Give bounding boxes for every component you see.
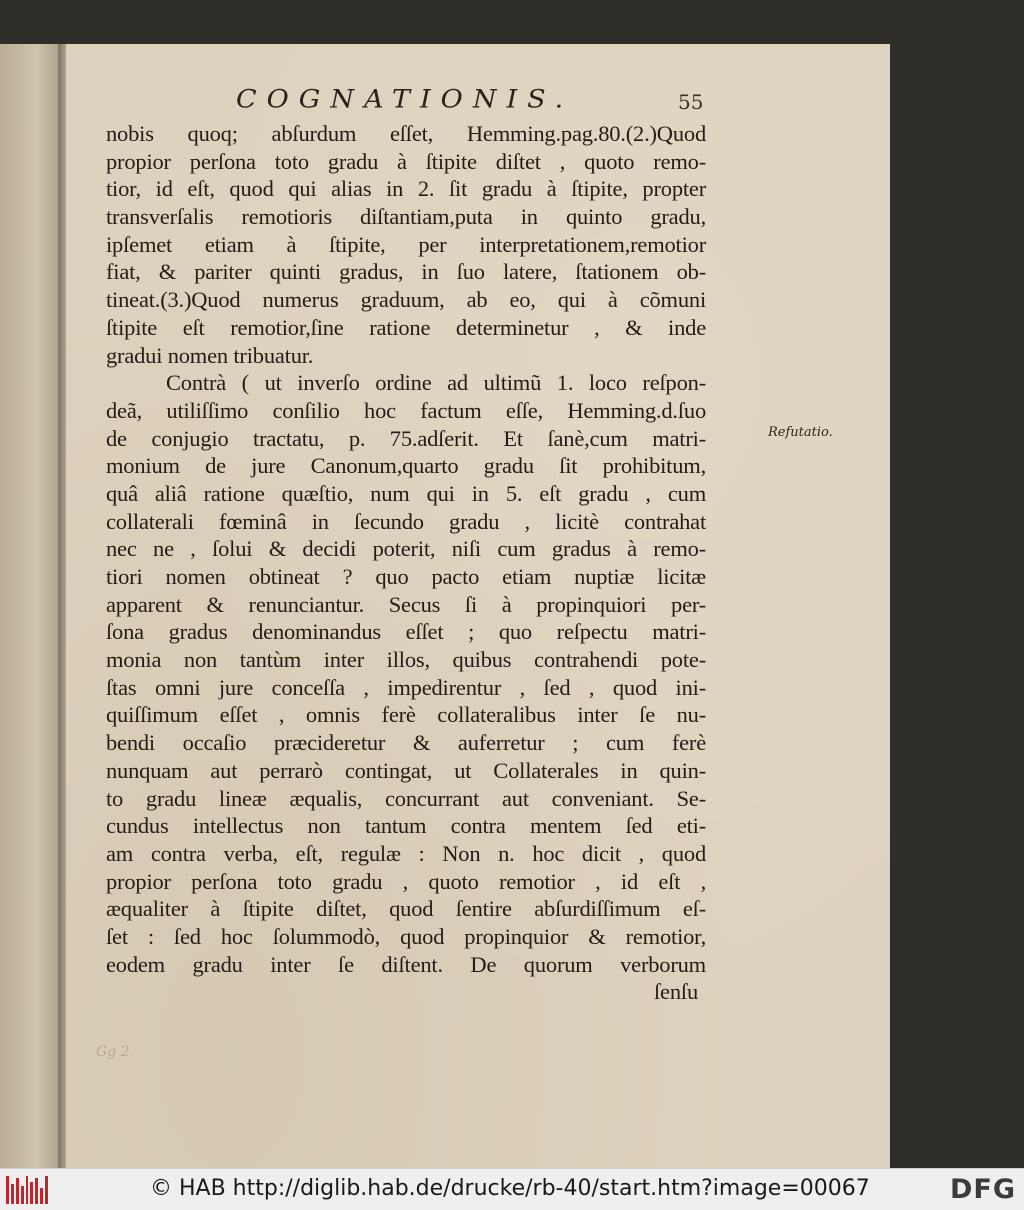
text-line: nunquam aut perrarò contingat, ut Collaterales in quin-	[106, 757, 706, 783]
text-line: propior perſona toto gradu à ſtipite diſtet , quoto remo-	[106, 148, 706, 174]
text-line: deã, utiliſſimo conſilio hoc factum eſſe, Hemming.d.ſuo	[106, 397, 706, 423]
text-line: to gradu lineæ æqualis, concurrant aut conveniant. Se-	[106, 785, 706, 811]
text-line: tineat.(3.)Quod numerus graduum, ab eo, qui à cõmuni	[106, 287, 706, 313]
text-line: am contra verba, eſt, regulæ : Non n. hoc dicit , quod	[106, 840, 706, 866]
copyright-link[interactable]: © HAB http://diglib.hab.de/drucke/rb-40/start.htm?image=00067	[150, 1176, 870, 1201]
text-line: fiat, & pariter quinti gradus, in ſuo latere, ſtationem ob-	[106, 259, 706, 285]
catchword: ſenſu	[654, 979, 698, 1005]
text-line: bendi occaſio præcideretur & auferretur ; cum ferè	[106, 730, 706, 756]
text-line: tiori nomen obtineat ? quo pacto etiam nuptiæ licitæ	[106, 564, 706, 589]
text-line: de conjugio tractatu, p. 75.adſerit. Et ſanè,cum matri-	[106, 425, 706, 451]
text-line: quiſſimum eſſet , omnis ferè collateralibus inter ſe nu-	[106, 702, 706, 728]
text-line: propior perſona toto gradu , quoto remotior , id eſt ,	[106, 868, 706, 894]
page-number: 55	[678, 90, 704, 114]
text-line: tior, id eſt, quod qui alias in 2. ſit gradu à ſtipite, propter	[106, 176, 706, 202]
book-page	[66, 44, 890, 1168]
text-line: quâ aliâ ratione quæſtio, num qui in 5. eſt gradu , cum	[106, 480, 706, 506]
text-line: nobis quoq; abſurdum eſſet, Hemming.pag.80.(2.)Quod	[106, 121, 706, 146]
viewer-footer	[0, 1168, 1024, 1210]
body-text	[106, 120, 706, 1006]
marginal-note: Refutatio.	[768, 425, 833, 440]
text-line: apparent & renunciantur. Secus ſi à propinquiori per-	[106, 591, 706, 617]
text-line: æqualiter à ſtipite diſtet, quod ſentire abſurdiſſimum eſ-	[106, 896, 706, 922]
text-line: nec ne , ſolui & decidi poterit, niſi cum gradus à remo-	[106, 536, 706, 562]
text-line: ſet : ſed hoc ſolummodò, quod propinquior & remotior,	[106, 923, 706, 949]
text-line: ipſemet etiam à ſtipite, per interpretationem,remotior	[106, 231, 706, 257]
text-line: transverſalis remotioris diſtantiam,puta in quinto gradu,	[106, 204, 706, 230]
running-head: COGNATIONIS.	[236, 84, 574, 115]
text-line: gradui nomen tribuatur.	[106, 342, 314, 368]
text-line: monium de jure Canonum,quarto gradu ſit prohibitum,	[106, 453, 706, 479]
text-line: collaterali fœminâ in ſecundo gradu , licitè contrahat	[106, 508, 706, 534]
text-line: ſtas omni jure conceſſa , impedirentur , ſed , quod ini-	[106, 674, 706, 700]
text-line: cundus intellectus non tantum contra mentem ſed eti-	[106, 813, 706, 839]
text-line: monia non tantùm inter illos, quibus contrahendi pote-	[106, 647, 706, 673]
text-line: ſona gradus denominandus eſſet ; quo reſpectu matri-	[106, 619, 706, 645]
text-line: ſtipite eſt remotior,ſine ratione determinetur , & inde	[106, 314, 706, 340]
hab-logo-icon[interactable]	[6, 1176, 48, 1204]
text-line: eodem gradu inter ſe diſtent. De quorum verborum	[106, 951, 706, 977]
previous-page-edge	[0, 44, 62, 1168]
dfg-logo[interactable]: DFG	[949, 1174, 1016, 1205]
text-line: Contrà ( ut inverſo ordine ad ultimũ 1. loco reſpon-	[166, 370, 706, 396]
signature-mark: Gg 2	[96, 1044, 130, 1060]
